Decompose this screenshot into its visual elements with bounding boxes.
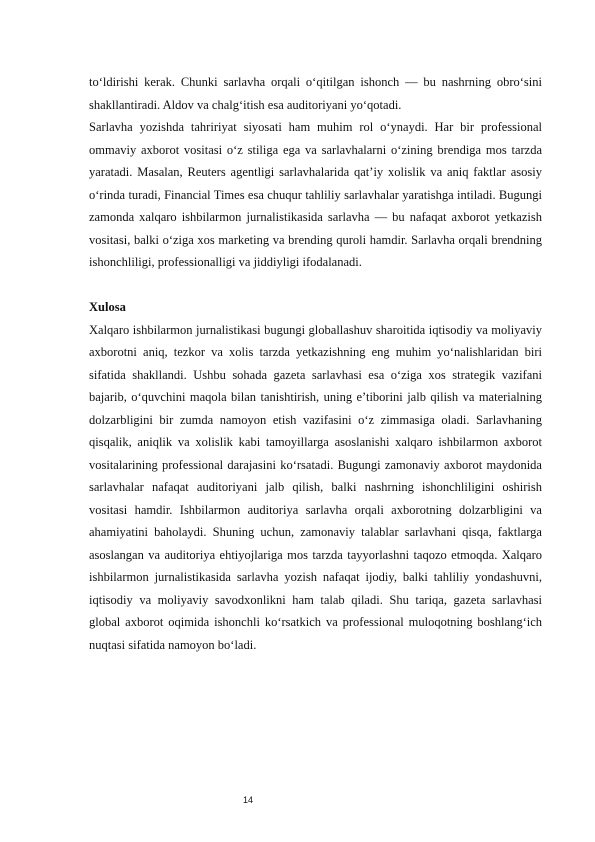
section-heading-conclusion: Xulosa xyxy=(89,300,126,314)
paragraph-conclusion: Xalqaro ishbilarmon jurnalistikasi bugungi globallashuv sharoitida iqtisodiy va moliyaviy axborotni aniq, tezkor va xolis tarzda yetkazishning eng muhim yo‘nalishlaridan biri sifatida shakllandi. Ushbu sohada gazeta sarlavhasi esa o‘ziga xos strategik vazifani bajarib, o‘quvchini maqola bilan tanishtirish, uning e’tiborini jalb qilish va materialning dolzarbligini bir zumda namoyon etish vazifasini o‘z zimmasiga oladi. Sarlavhaning qisqalik, aniqlik va xolislik kabi tamoyillarga asoslanishi xalqaro ishbilarmon axborot vositalarining professional darajasini ko‘rsatadi. Bugungi zamonaviy axborot maydonida sarlavhalar nafaqat auditoriyani jalb qilish, balki nashrning ishonchliligini oshirish vositasi hamdir. Ishbilarmon auditoriya sarlavha orqali axborotning dolzarbligini va ahamiyatini baholaydi. Shuning uchun, zamonaviy talablar sarlavhani qisqa, faktlarga asoslangan va auditoriya ehtiyojlariga mos tarzda tayyorlashni taqozo etmoqda. Xalqaro ishbilarmon jurnalistikasida sarlavha yozish nafaqat ijodiy, balki tahliliy yondashuvni, iqtisodiy va moliyaviy savodxonlikni ham talab qiladi. Shu tariqa, gazeta sarlavhasi global axborot oqimida ishonchli ko‘rsatkich va professional muloqotning boshlang‘ich nuqtasi sifatida namoyon bo‘ladi. xyxy=(89,322,542,652)
paragraph-editorial-policy: Sarlavha yozishda tahririyat siyosati ham muhim rol o‘ynaydi. Har bir professional ommaviy axborot vositasi o‘z stiliga ega va sarlavhalarni o‘zining brendiga mos tarzda yaratadi. Masalan, Reuters agentligi sarlavhalarida qat’iy xolislik va aniq faktlar asosiy o‘rinda turadi, Financial Times esa chuqur tahliliy sarlavhalar yaratishga intiladi. Bugungi zamonda xalqaro ishbilarmon jurnalistikasida sarlavha — bu nafaqat axborot yetkazish vositasi, balki o‘ziga xos marketing va brending quroli hamdir. Sarlavha orqali brendning ishonchliligi, professionalligi va jiddiyligi ifodalanadi. xyxy=(89,120,542,269)
page-number: 14 xyxy=(243,795,254,805)
document-body xyxy=(89,71,542,656)
paragraph-intro-continuation: to‘ldirishi kerak. Chunki sarlavha orqali o‘qitilgan ishonch — bu nashrning obro‘sini shakllantiradi. Aldov va chalg‘itish esa auditoriyani yo‘qotadi. xyxy=(89,75,542,112)
paragraph-spacer xyxy=(89,274,542,297)
